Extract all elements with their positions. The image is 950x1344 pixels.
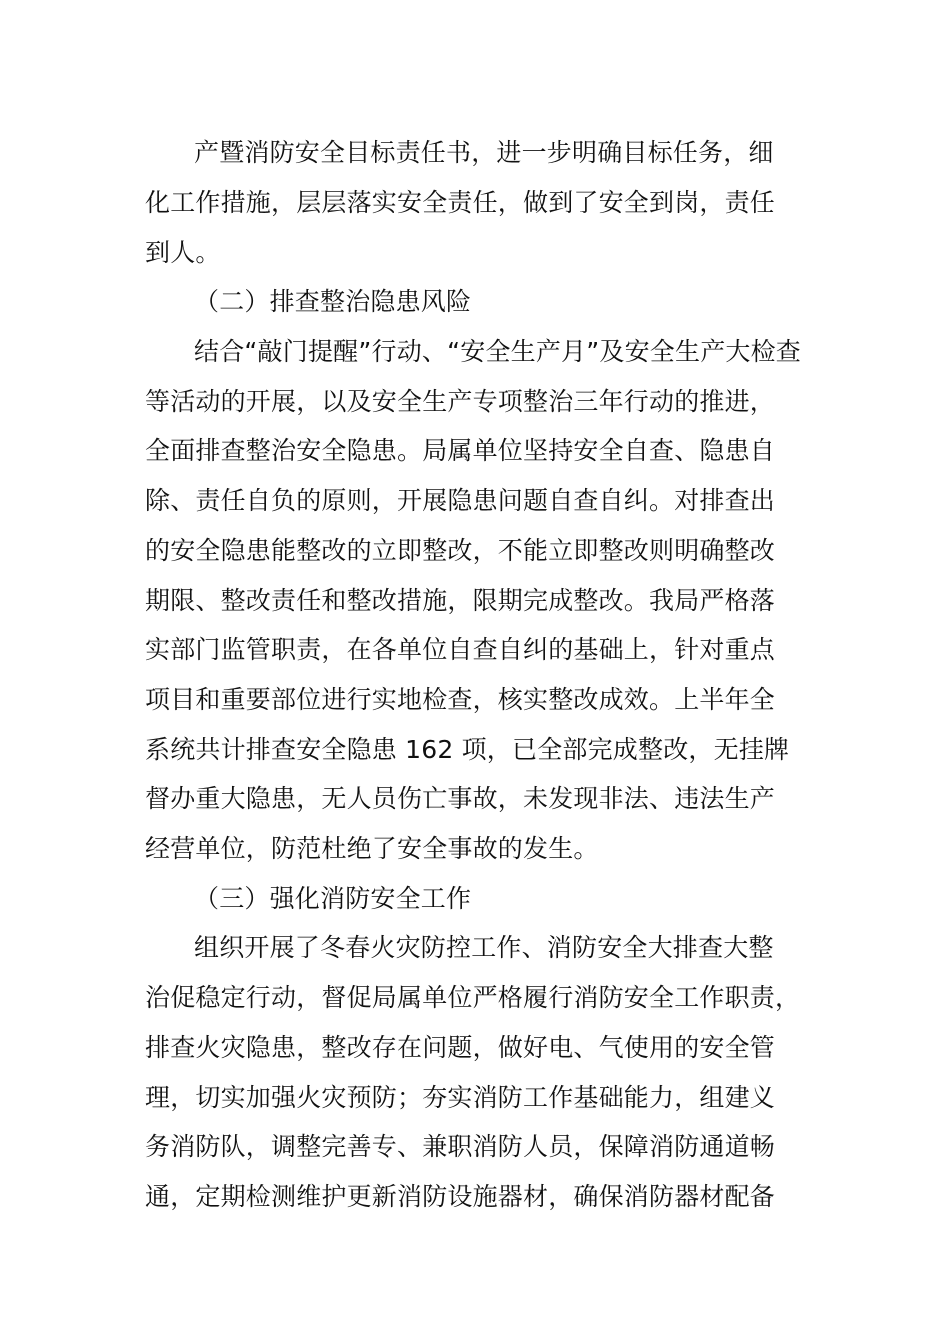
paragraph-line: 除、责任自负的原则，开展隐患问题自查自纠。对排查出 (145, 486, 776, 515)
paragraph-line: 通，定期检测维护更新消防设施器材，确保消防器材配备 (145, 1182, 776, 1211)
paragraph-line: 期限、整改责任和整改措施，限期完成整改。我局严格落 (145, 586, 776, 615)
paragraph-line: 的安全隐患能整改的立即整改，不能立即整改则明确整改 (145, 536, 776, 565)
paragraph-line: 治促稳定行动，督促局属单位严格履行消防安全工作职责， (145, 983, 801, 1012)
paragraph-line: 产暨消防安全目标责任书，进一步明确目标任务，细 (194, 138, 774, 167)
paragraph-line: 结合“敲门提醒”行动、“安全生产月”及安全生产大检查 (194, 337, 802, 366)
paragraph-line: 等活动的开展，以及安全生产专项整治三年行动的推进， (145, 387, 776, 416)
paragraph-line: 督办重大隐患，无人员伤亡事故，未发现非法、违法生产 (145, 784, 776, 813)
paragraph-line: 组织开展了冬春火灾防控工作、消防安全大排查大整 (194, 933, 774, 962)
paragraph-line: 实部门监管职责，在各单位自查自纠的基础上，针对重点 (145, 635, 776, 664)
paragraph-line: 化工作措施，层层落实安全责任，做到了安全到岗，责任 (145, 188, 776, 217)
paragraph-line: 全面排查整治安全隐患。局属单位坚持安全自查、隐患自 (145, 436, 776, 465)
section-heading-2: （二）排查整治隐患风险 (194, 287, 472, 316)
paragraph-line: 系统共计排查安全隐患 162 项，已全部完成整改，无挂牌 (145, 735, 790, 764)
paragraph-line: 理，切实加强火灾预防；夯实消防工作基础能力，组建义 (145, 1083, 776, 1112)
paragraph-line: 到人。 (145, 238, 221, 267)
paragraph-line: 务消防队，调整完善专、兼职消防人员，保障消防通道畅 (145, 1132, 776, 1161)
paragraph-line: 项目和重要部位进行实地检查，核实整改成效。上半年全 (145, 685, 776, 714)
paragraph-line: 排查火灾隐患，整改存在问题，做好电、气使用的安全管 (145, 1033, 776, 1062)
section-heading-3: （三）强化消防安全工作 (194, 884, 472, 913)
paragraph-line: 经营单位，防范杜绝了安全事故的发生。 (145, 834, 599, 863)
